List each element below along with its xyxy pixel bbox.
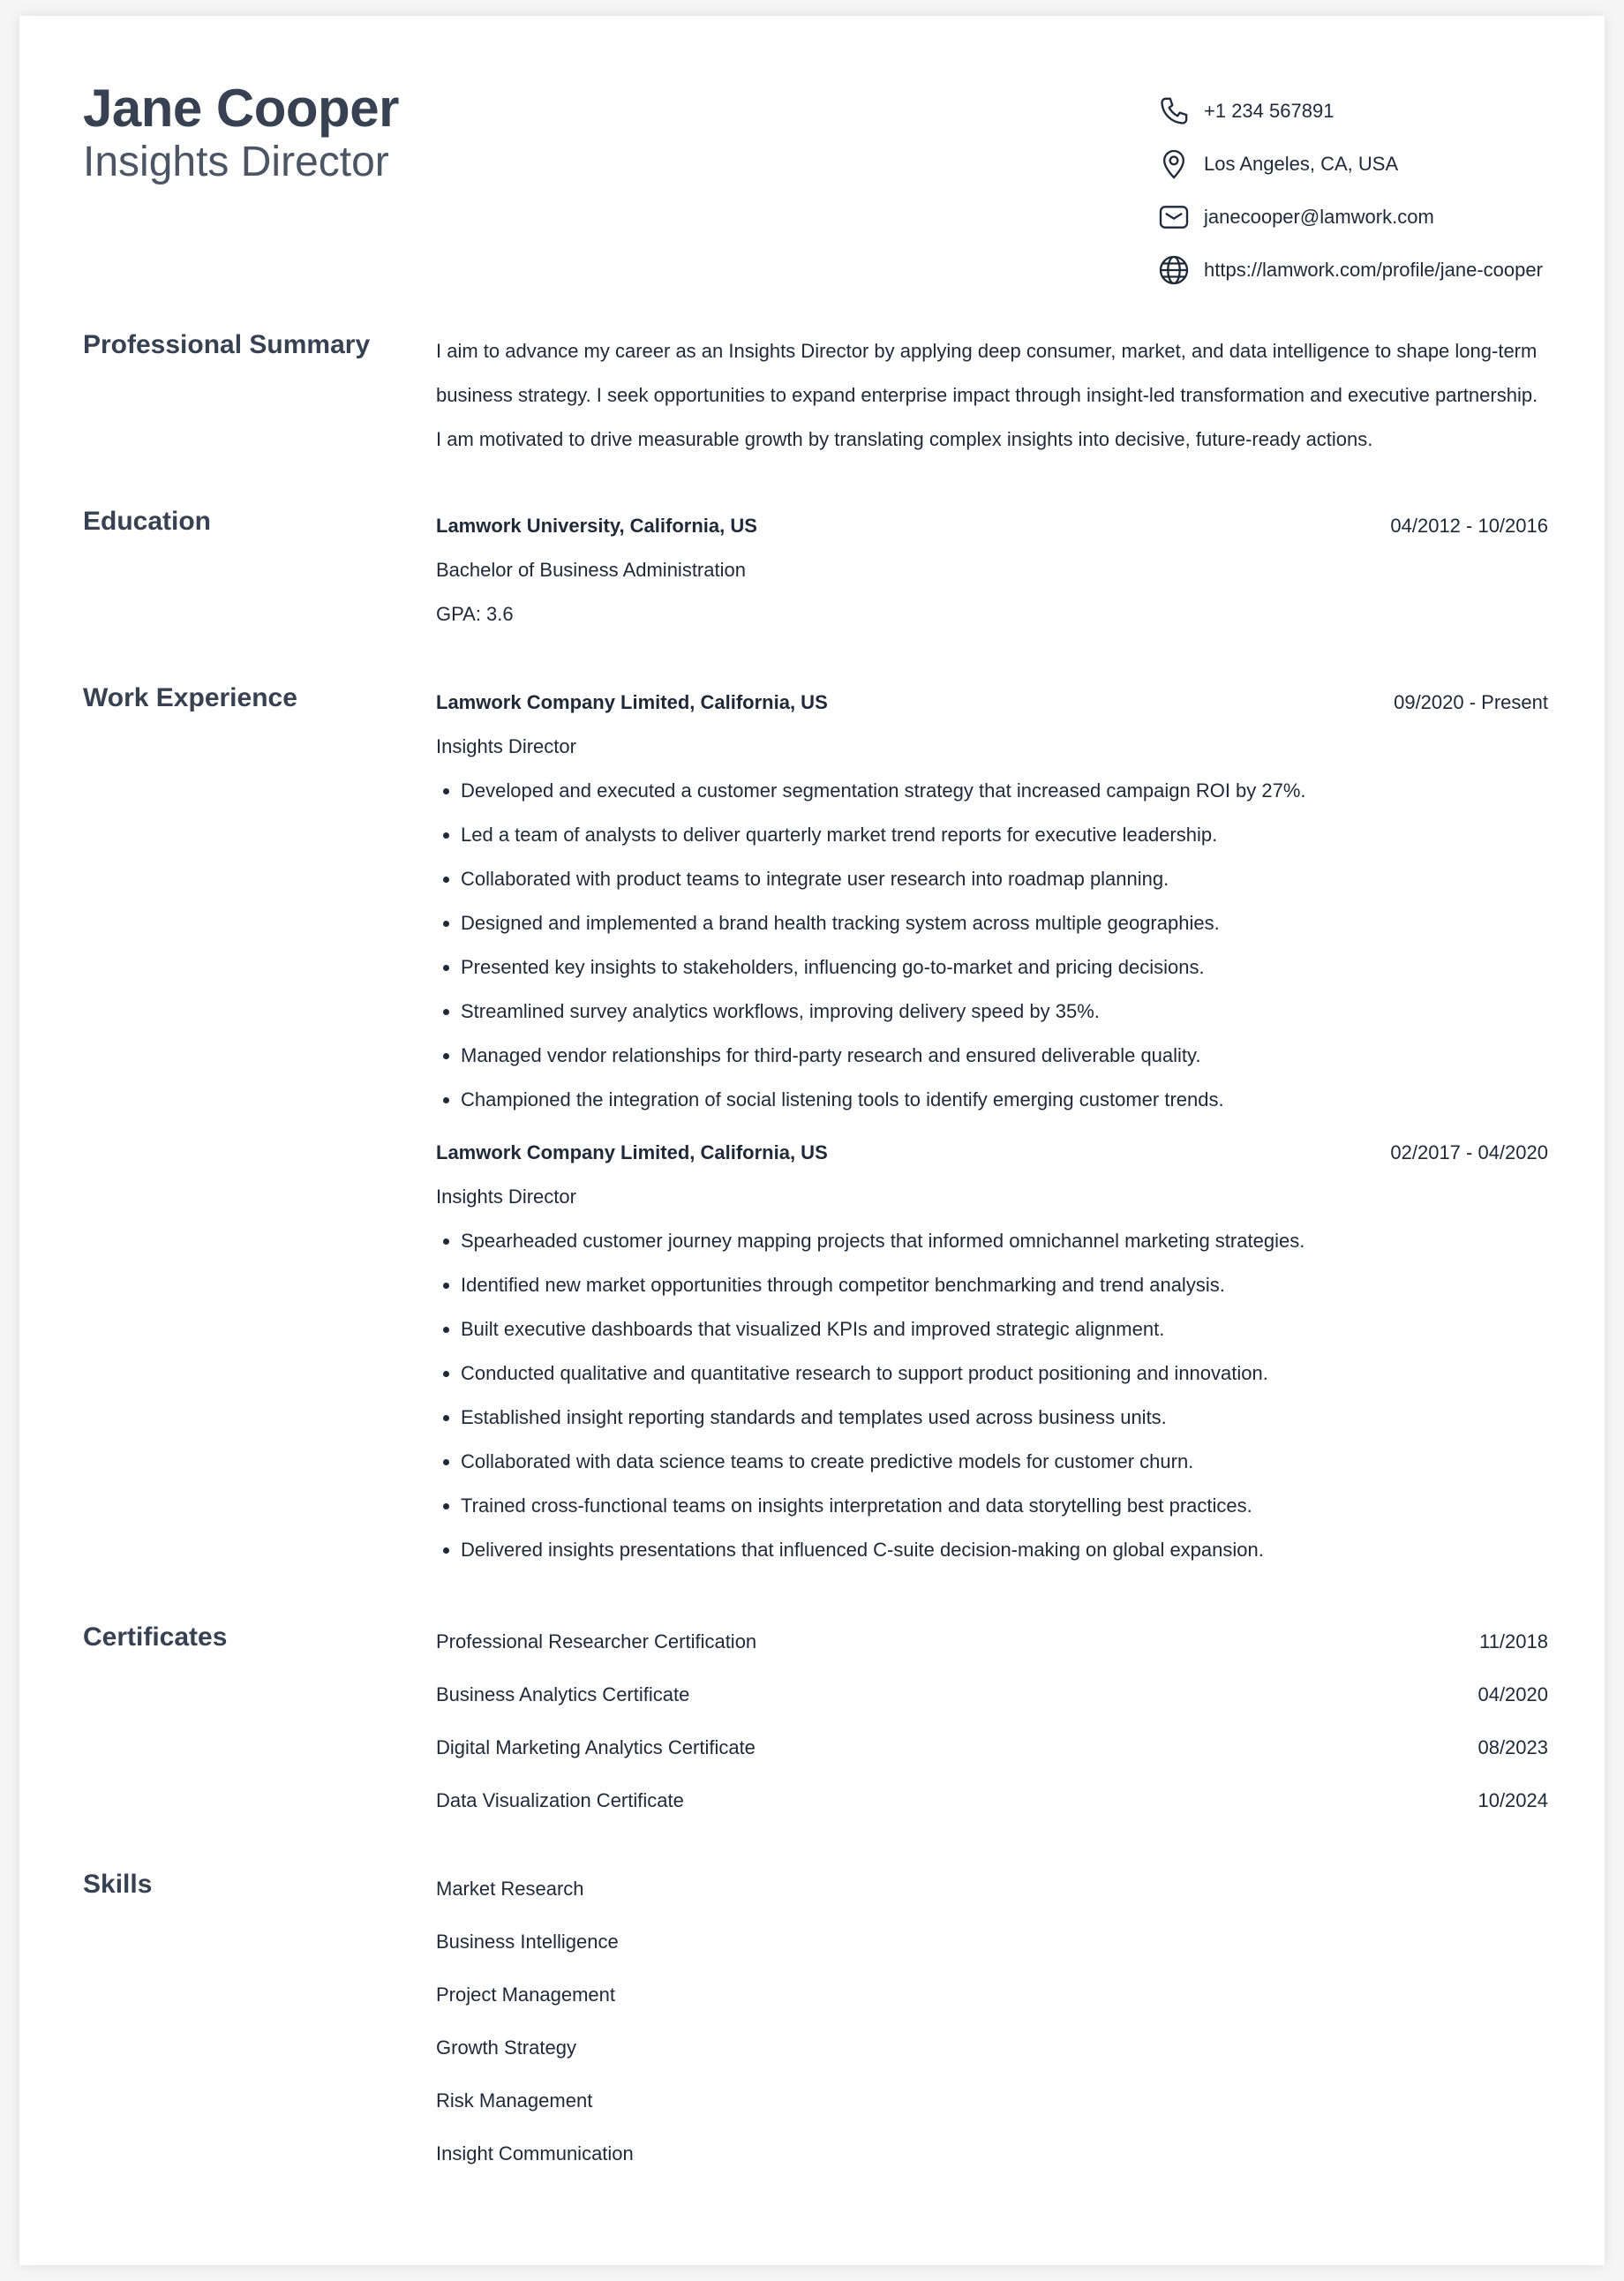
education-degree: Bachelor of Business Administration (436, 559, 746, 581)
certificate-name: Business Analytics Certificate (436, 1683, 690, 1705)
email-icon (1156, 199, 1192, 235)
work-bullet: • Conducted qualitative and quantitative research to support product positioning and innovation. (461, 1351, 1548, 1396)
work-bullet: • Spearheaded customer journey mapping projects that informed omnichannel marketing strategies. (461, 1219, 1548, 1263)
skill-item: Market Research (436, 1878, 584, 1900)
work-bullet: • Led a team of analysts to deliver quarterly market trend reports for executive leadership. (461, 813, 1548, 857)
contact-list (1156, 85, 1543, 297)
work-list (436, 681, 1548, 1572)
skills-list (436, 1863, 1548, 2180)
work-bullet: • Developed and executed a customer segmentation strategy that increased campaign ROI by 27%. (461, 769, 1548, 813)
work-bullet: • Managed vendor relationships for third-party research and ensured deliverable quality. (461, 1034, 1548, 1078)
contact-location-text: Los Angeles, CA, USA (1204, 153, 1399, 175)
certificate-name: Digital Marketing Analytics Certificate (436, 1736, 756, 1758)
skill-item: Project Management (436, 1984, 615, 2006)
education-gpa: GPA: 3.6 (436, 603, 514, 625)
certificate-name: Data Visualization Certificate (436, 1789, 684, 1811)
work-entry (436, 1131, 1548, 1572)
certificate-date: 04/2020 (1477, 1683, 1548, 1705)
contact-website-text[interactable]: https://lamwork.com/profile/jane-cooper (1204, 259, 1543, 281)
resume-page (19, 16, 1605, 2265)
contact-phone-text: +1 234 567891 (1204, 100, 1335, 122)
certificate-date: 08/2023 (1477, 1736, 1548, 1758)
certificate-row (436, 1615, 1548, 1668)
certificate-row (436, 1668, 1548, 1721)
section-title-skills: Skills (83, 1870, 153, 1899)
phone-icon (1156, 94, 1192, 129)
work-entry (436, 681, 1548, 1122)
contact-email (1156, 191, 1543, 244)
candidate-title: Insights Director (83, 139, 389, 185)
candidate-name: Jane Cooper (83, 79, 399, 138)
work-bullets (436, 1219, 1548, 1572)
work-dates: 02/2017 - 04/2020 (1390, 1141, 1548, 1163)
work-bullet: • Built executive dashboards that visualized KPIs and improved strategic alignment. (461, 1307, 1548, 1351)
contact-location (1156, 138, 1543, 191)
certificate-row (436, 1774, 1548, 1827)
section-title-education: Education (83, 507, 212, 536)
work-company: Lamwork Company Limited, California, US (436, 691, 828, 713)
work-bullet: • Collaborated with product teams to integrate user research into roadmap planning. (461, 857, 1548, 901)
work-bullet: • Designed and implemented a brand health tracking system across multiple geographies. (461, 901, 1548, 945)
work-bullet: • Established insight reporting standards and templates used across business units. (461, 1396, 1548, 1440)
work-bullet: • Streamlined survey analytics workflows, improving delivery speed by 35%. (461, 990, 1548, 1034)
work-role: Insights Director (436, 1186, 576, 1208)
certificates-list (436, 1615, 1548, 1827)
certificate-row (436, 1721, 1548, 1774)
certificate-date: 11/2018 (1479, 1630, 1548, 1652)
skill-item: Risk Management (436, 2089, 593, 2112)
work-role: Insights Director (436, 735, 576, 757)
globe-icon (1156, 252, 1192, 288)
section-title-work: Work Experience (83, 683, 297, 712)
skill-item: Growth Strategy (436, 2036, 576, 2059)
work-bullets (436, 769, 1548, 1122)
location-icon (1156, 147, 1192, 182)
certificate-date: 10/2024 (1477, 1789, 1548, 1811)
skill-item: Business Intelligence (436, 1931, 619, 1953)
work-dates: 09/2020 - Present (1394, 691, 1548, 713)
certificate-name: Professional Researcher Certification (436, 1630, 757, 1652)
contact-phone (1156, 85, 1543, 138)
education-dates: 04/2012 - 10/2016 (1390, 515, 1548, 537)
work-bullet: • Championed the integration of social listening tools to identify emerging customer trends. (461, 1078, 1548, 1122)
skill-item: Insight Communication (436, 2142, 634, 2164)
work-company: Lamwork Company Limited, California, US (436, 1141, 828, 1163)
section-title-certificates: Certificates (83, 1622, 228, 1652)
education-entry (436, 504, 1548, 636)
education-school: Lamwork University, California, US (436, 515, 757, 537)
section-title-summary: Professional Summary (83, 330, 371, 359)
contact-website (1156, 244, 1543, 297)
contact-email-text[interactable]: janecooper@lamwork.com (1204, 206, 1434, 228)
work-bullet: • Trained cross-functional teams on insights interpretation and data storytelling best practices. (461, 1484, 1548, 1528)
work-bullet: • Delivered insights presentations that influenced C-suite decision-making on global expansion. (461, 1528, 1548, 1572)
work-bullet: • Identified new market opportunities through competitor benchmarking and trend analysis. (461, 1263, 1548, 1307)
work-bullet: • Collaborated with data science teams to create predictive models for customer churn. (461, 1440, 1548, 1484)
summary-text: I aim to advance my career as an Insights Director by applying deep consumer, market, and data intelligence to shape long-term business strategy. I seek opportunities to expand enterprise impact through insight-led transformation and executive partnership. I am motivated to drive measurable growth by translating complex insights into decisive, future-ready actions. (436, 340, 1538, 450)
work-bullet: • Presented key insights to stakeholders, influencing go-to-market and pricing decisions. (461, 945, 1548, 990)
